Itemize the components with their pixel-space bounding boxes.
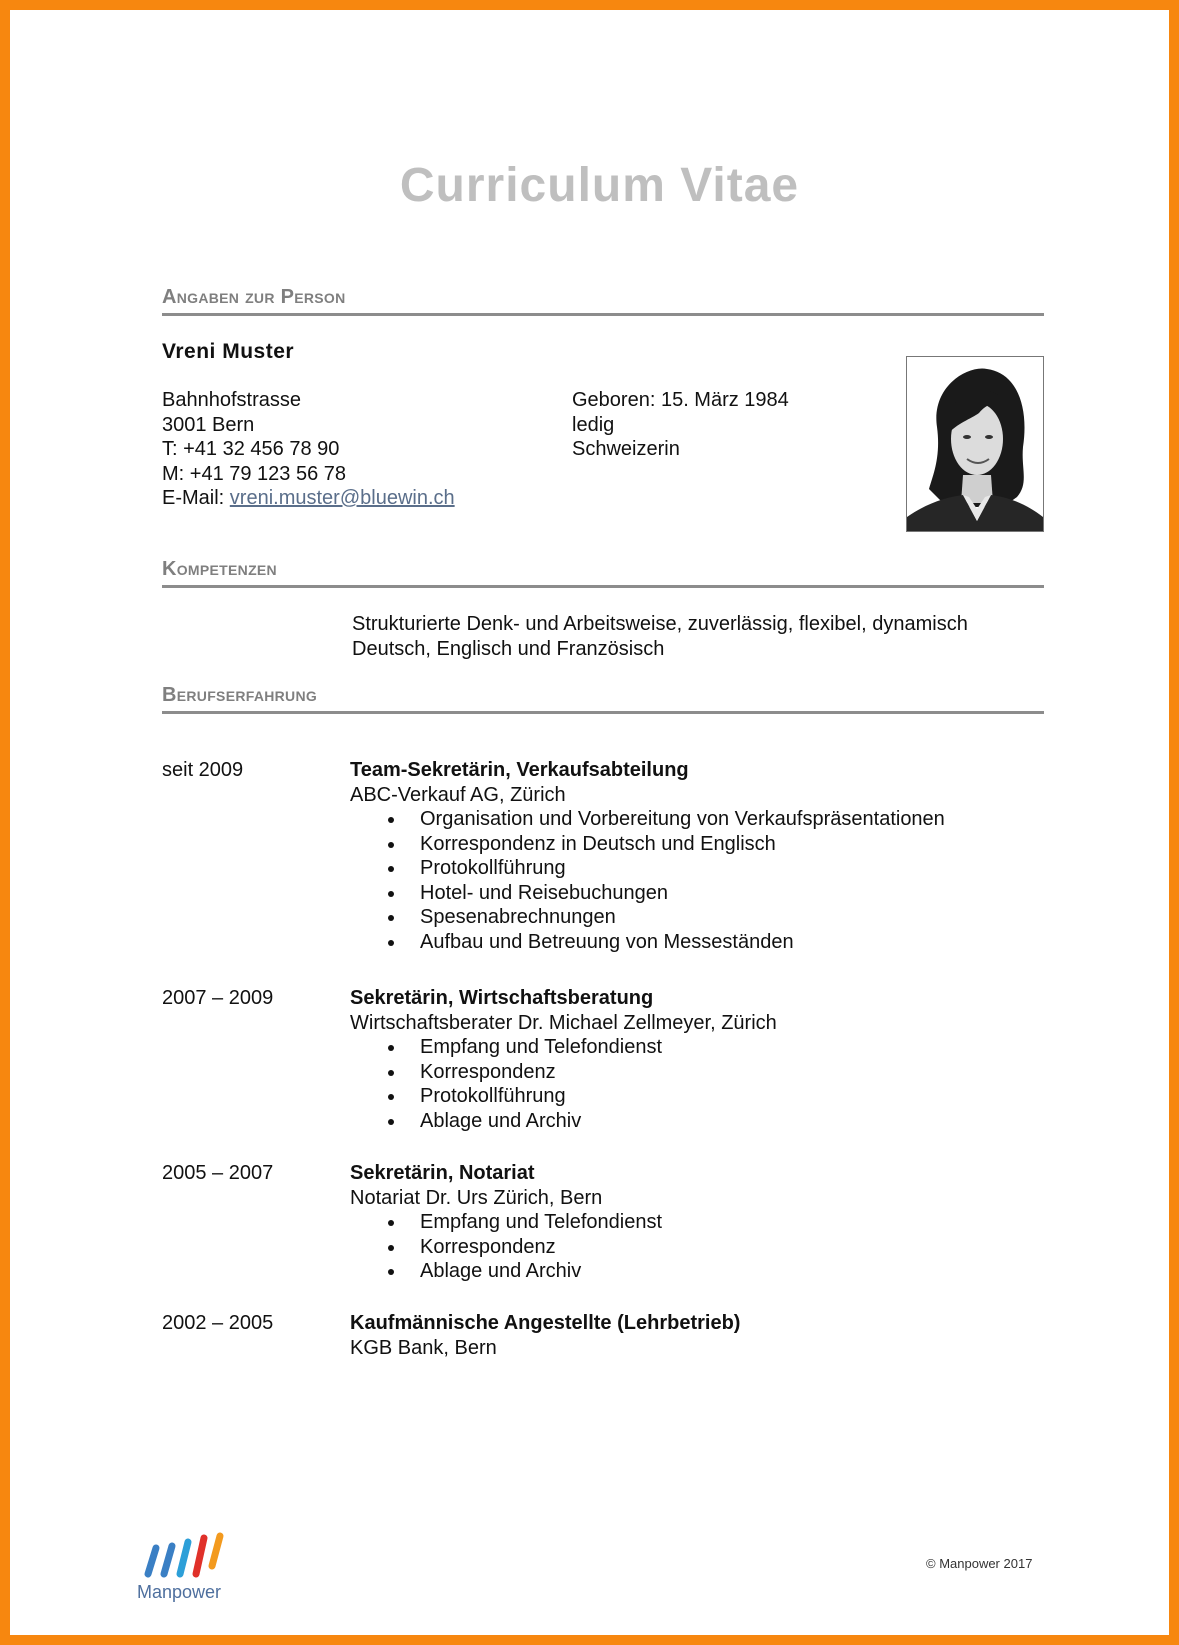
task-item: Ablage und Archiv (350, 1109, 777, 1134)
task-item: Aufbau und Betreuung von Messeständen (350, 930, 945, 955)
task-list (350, 807, 945, 954)
marital-status: ledig (572, 413, 615, 436)
task-item: Hotel- und Reisebuchungen (350, 881, 945, 906)
competence-item: Strukturierte Denk- und Arbeitsweise, zuverlässig, flexibel, dynamisch (352, 613, 968, 635)
task-item: Spesenabrechnungen (350, 905, 945, 930)
address-city: 3001 Bern (162, 413, 255, 436)
task-item: Korrespondenz in Deutsch und Englisch (350, 832, 945, 857)
birth-date: Geboren: 15. März 1984 (572, 389, 789, 411)
competence-item: Deutsch, Englisch und Französisch (352, 637, 665, 660)
task-item: Protokollführung (350, 856, 945, 881)
job-title: Sekretärin, Wirtschaftsberatung (350, 987, 654, 1009)
job-entry (350, 1311, 740, 1360)
task-item: Empfang und Telefondienst (350, 1035, 777, 1060)
job-entry (350, 986, 777, 1133)
job-company: ABC-Verkauf AG, Zürich (350, 783, 566, 806)
profile-photo (906, 356, 1044, 532)
logo-text: Manpower (137, 1582, 222, 1602)
section-heading-experience: Berufserfahrung (162, 684, 1044, 714)
task-item: Korrespondenz (350, 1060, 777, 1085)
page-title: Curriculum Vitae (399, 159, 800, 212)
job-company: Notariat Dr. Urs Zürich, Bern (350, 1186, 603, 1209)
task-list (350, 1035, 777, 1133)
section-heading-competences: Kompetenzen (162, 558, 1044, 588)
task-list (350, 1210, 662, 1284)
mobile-number: M: +41 79 123 56 78 (162, 462, 347, 485)
job-period: seit 2009 (162, 759, 244, 781)
competence-list (352, 612, 968, 661)
job-period: 2007 – 2009 (162, 987, 274, 1009)
email-label: E-Mail: (162, 487, 230, 509)
job-entry (350, 1161, 662, 1284)
personal-details (572, 388, 789, 462)
job-title: Sekretärin, Notariat (350, 1162, 535, 1184)
job-company: KGB Bank, Bern (350, 1336, 497, 1359)
address-street: Bahnhofstrasse (162, 389, 301, 411)
nationality: Schweizerin (572, 438, 680, 460)
address-block (162, 388, 455, 511)
task-item: Protokollführung (350, 1084, 777, 1109)
task-item: Ablage und Archiv (350, 1259, 662, 1284)
job-period: 2002 – 2005 (162, 1312, 274, 1334)
email-line (162, 486, 455, 511)
person-name: Vreni Muster (162, 340, 295, 363)
section-heading-personal: Angaben zur Person (162, 286, 1044, 316)
job-period: 2005 – 2007 (162, 1162, 274, 1184)
email-link[interactable]: vreni.muster@bluewin.ch (229, 487, 455, 509)
job-company: Wirtschaftsberater Dr. Michael Zellmeyer, Zürich (350, 1011, 777, 1034)
job-title: Kaufmännische Angestellte (Lehrbetrieb) (350, 1312, 741, 1334)
task-item: Organisation und Vorbereitung von Verkaufspräsentationen (350, 807, 945, 832)
task-item: Korrespondenz (350, 1235, 662, 1260)
copyright: © Manpower 2017 (926, 1556, 1033, 1571)
job-title: Team-Sekretärin, Verkaufsabteilung (350, 759, 689, 781)
task-item: Empfang und Telefondienst (350, 1210, 662, 1235)
job-entry (350, 758, 945, 954)
phone-number: T: +41 32 456 78 90 (162, 438, 340, 460)
portrait-illustration (907, 357, 1043, 531)
